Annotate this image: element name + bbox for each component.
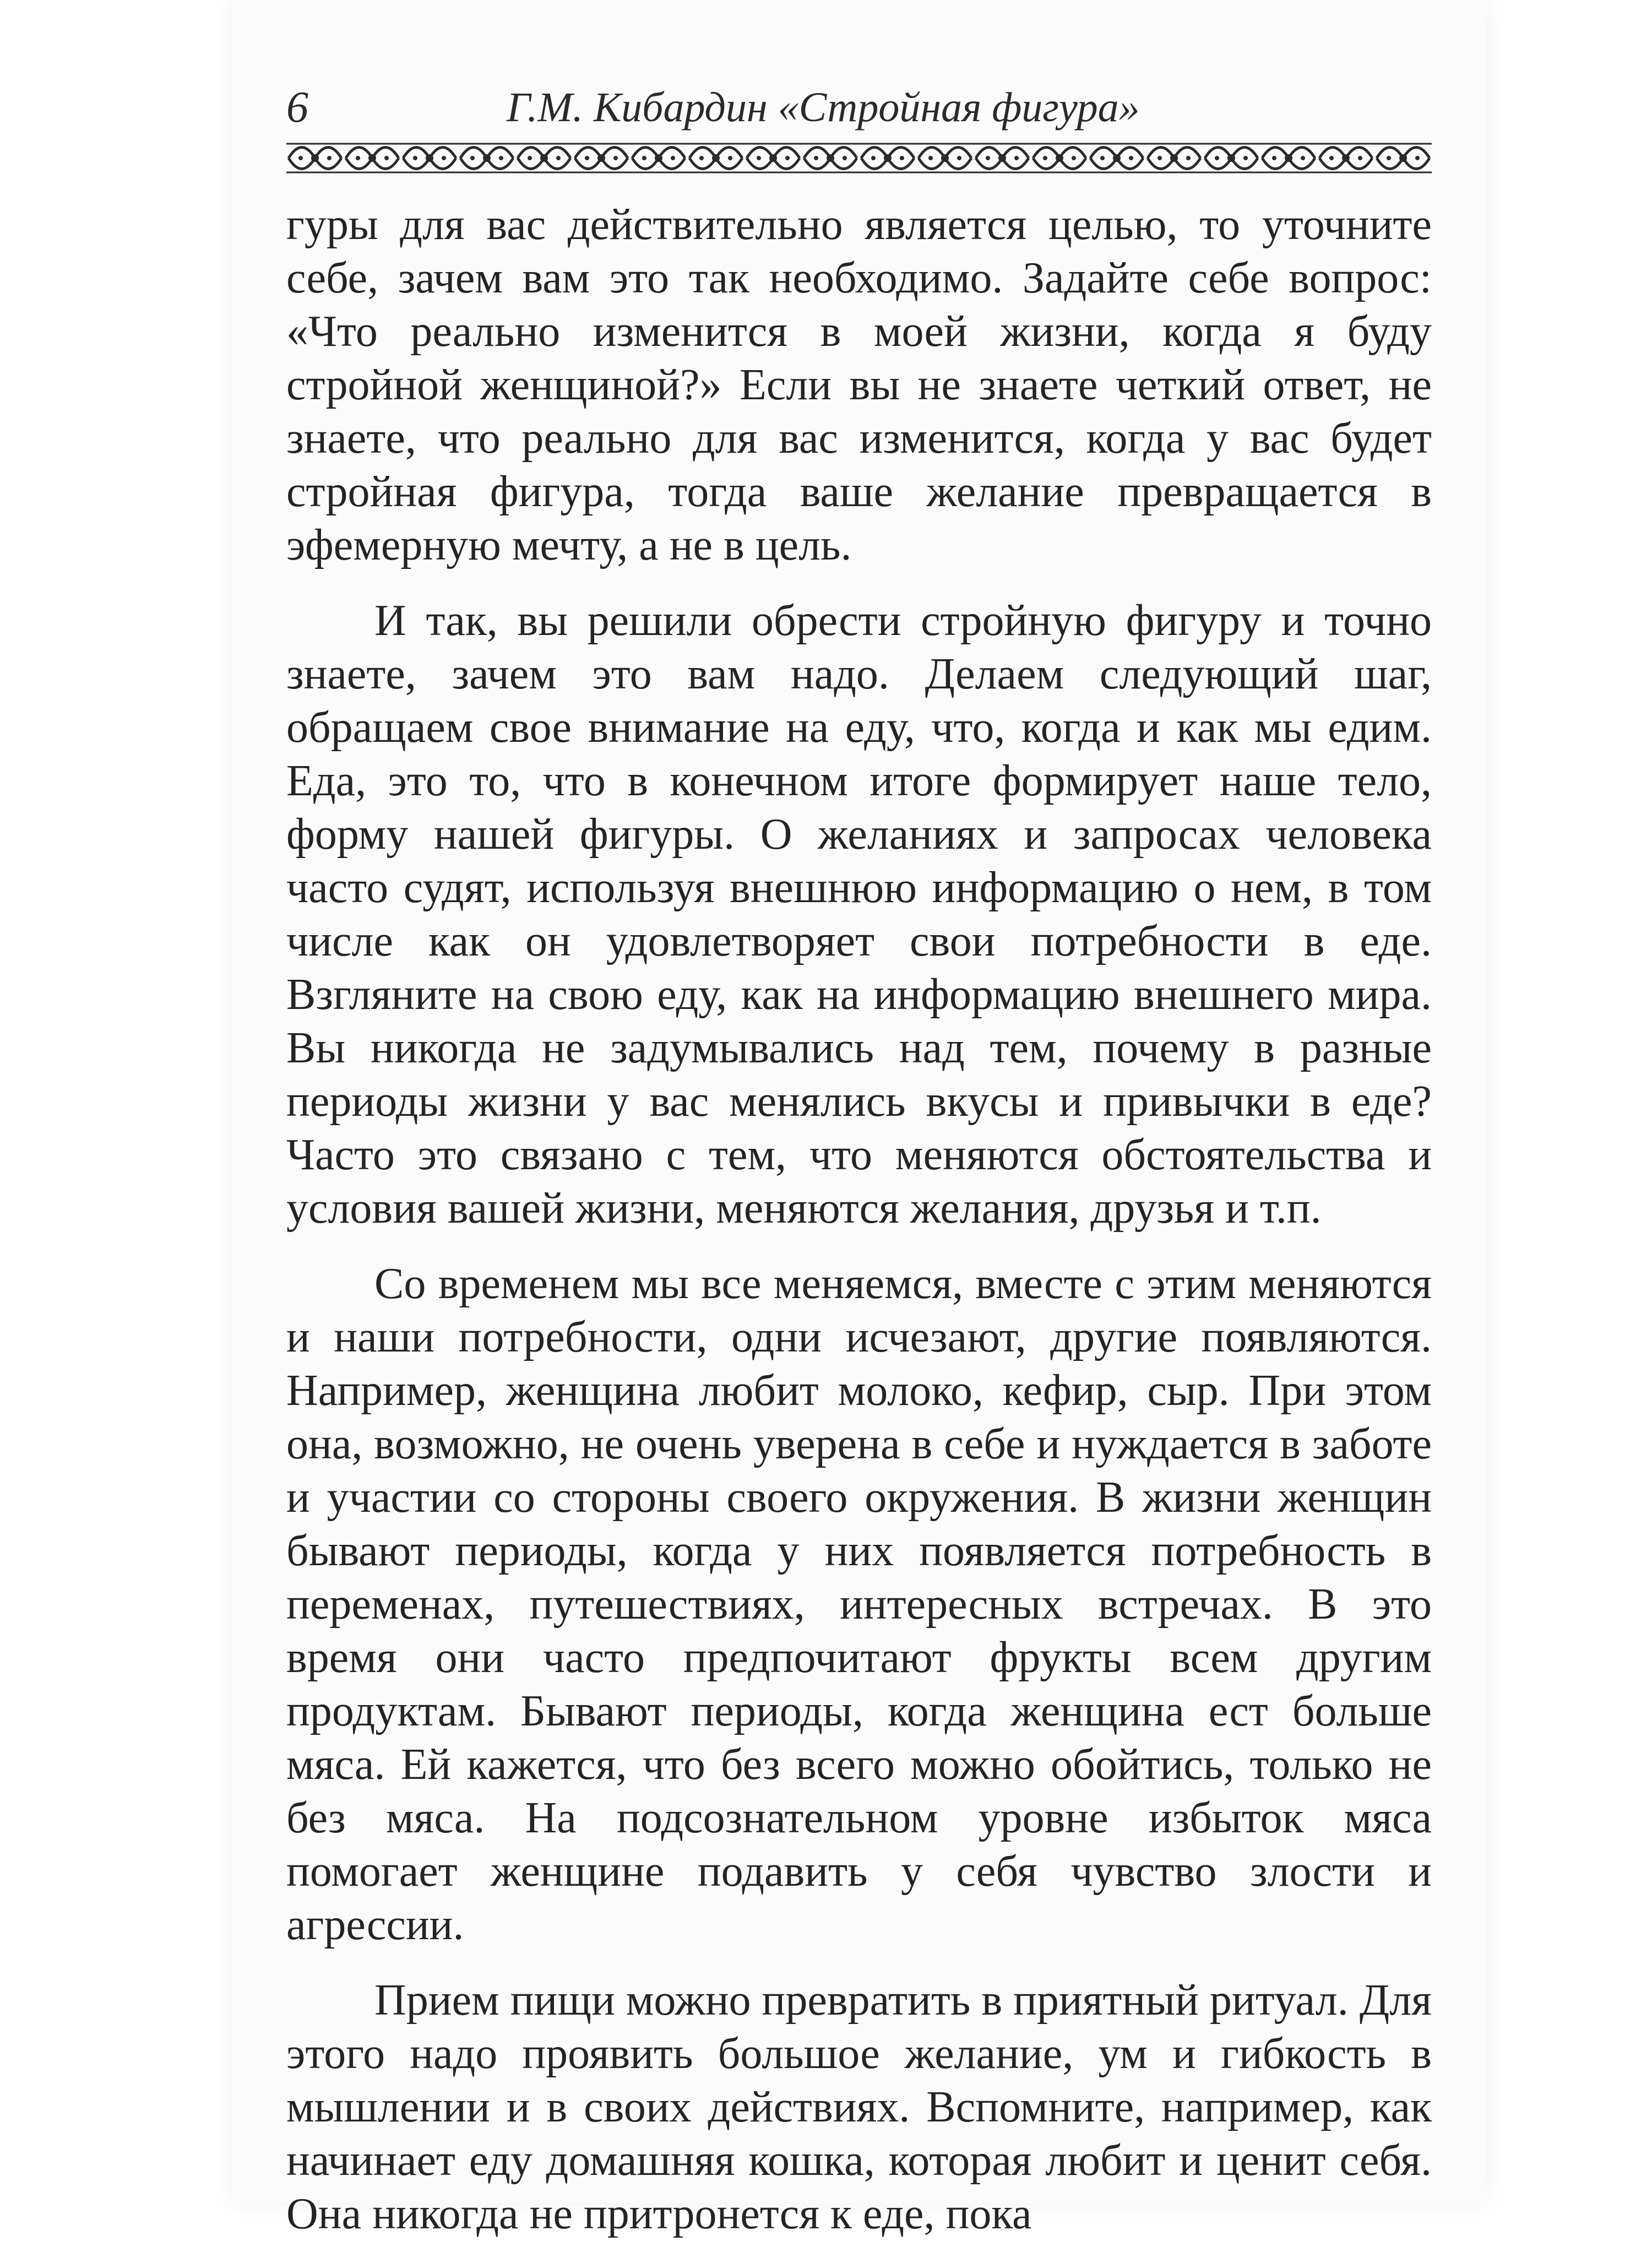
running-title: Г.М. Кибардин «Стройная фигура» bbox=[507, 84, 1140, 131]
decorative-ornament-divider bbox=[286, 140, 1432, 176]
paragraph-3: Со временем мы все меняемся, вместе с этим меняются и наши потребности, одни исчезают, другие появляются. Например, женщина любит молоко, кефир, сыр. При этом она, возможно, не очень уверена в себе и нуждается в заботе и участии со стороны своего окружения. В жизни женщин бывают периоды, когда у них появляется потребность в переменах, путешествиях, интересных встречах. В это время они часто предпочитают фрукты всем другим продуктам. Бывают периоды, когда женщина ест больше мяса. Ей кажется, что без всего можно обойтись, только не без мяса. На подсознательном уровне избыток мяса помогает женщине подавить у себя чувство злости и агрессии. bbox=[286, 1260, 1432, 1949]
page-header bbox=[286, 77, 1443, 138]
paragraph-4: Прием пищи можно превратить в приятный ритуал. Для этого надо проявить большое желание, ум и гибкость в мышлении и в своих действиях. Вспомните, например, как начинает еду домашняя кошка, которая любит и ценит себя. Она никогда не притронется к еде, пока bbox=[286, 1976, 1432, 2238]
body-text bbox=[286, 198, 1432, 2263]
paragraph-2: И так, вы решили обрести стройную фигуру и точно знаете, зачем это вам надо. Делаем следующий шаг, обращаем свое внимание на еду, что, когда и как мы едим. Еда, это то, что в конечном итоге формирует наше тело, форму нашей фигуры. О желаниях и запросах человека часто судят, используя внешнюю информацию о нем, в том числе как он удовлетворяет свои потребности в еде. Взгляните на свою еду, как на информацию внешнего мира. Вы никогда не задумывались над тем, почему в разные периоды жизни у вас менялись вкусы и привычки в еде? Часто это связано с тем, что меняются обстоятельства и условия вашей жизни, меняются желания, друзья и т.п. bbox=[286, 596, 1432, 1233]
page-number: 6 bbox=[286, 83, 308, 132]
paragraph-1: гуры для вас действительно является целью, то уточните себе, зачем вам это так необходимо. Задайте себе вопрос: «Что реально изменится в моей жизни, когда я буду стройной женщиной?» Если вы не знаете четкий ответ, не знаете, что реально для вас изменится, когда у вас будет стройная фигура, тогда ваше желание превращается в эфемерную мечту, а не в цель. bbox=[286, 200, 1432, 569]
